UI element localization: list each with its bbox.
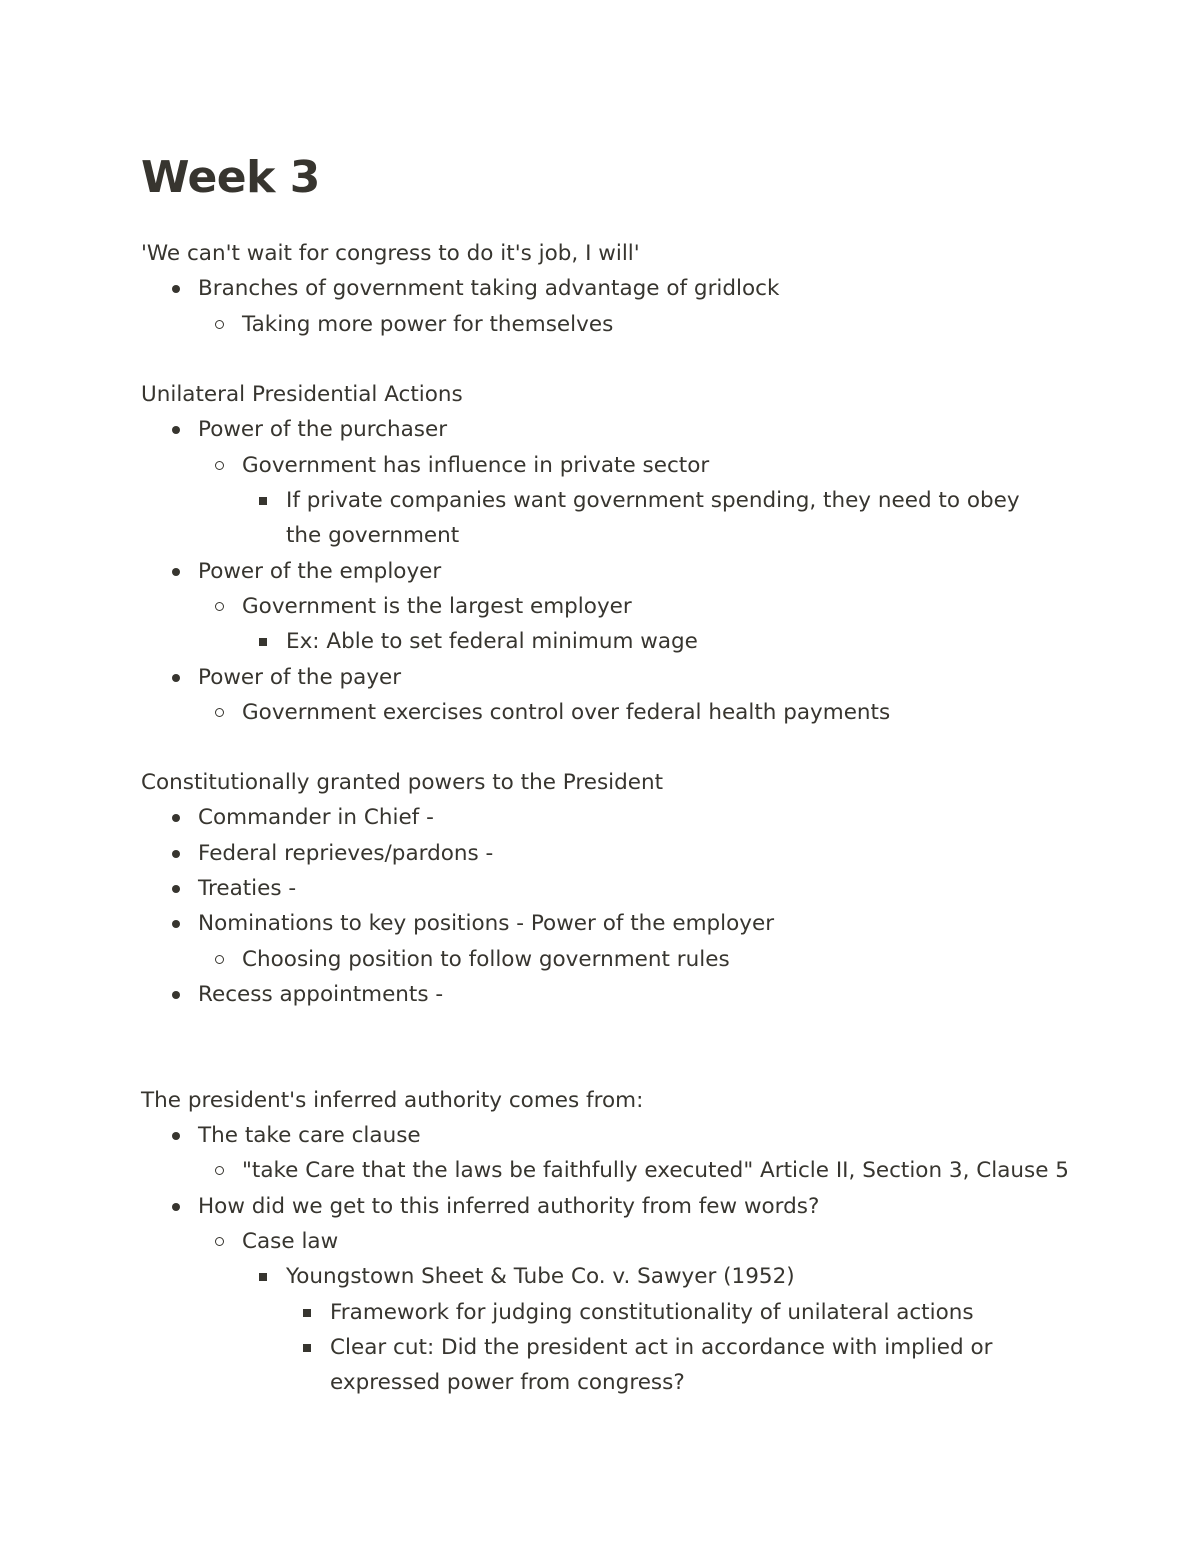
list-item: "take Care that the laws be faithfully executed" Article II, Section 3, Clause 5 [242, 1153, 1069, 1188]
list-item: Choosing position to follow government rules [242, 942, 730, 977]
bullet-circle-icon [215, 1166, 224, 1175]
bullet-square-icon [259, 1273, 267, 1281]
bullet-disc-icon [172, 1203, 180, 1211]
bullet-disc-icon [172, 885, 180, 893]
list-item: Power of the payer [198, 660, 401, 695]
bullet-circle-icon [215, 320, 224, 329]
section-heading: The president's inferred authority comes from: [141, 1088, 644, 1113]
section-heading: 'We can't wait for congress to do it's job, I will' [141, 241, 640, 266]
list-item: Branches of government taking advantage of gridlock [198, 271, 779, 306]
list-item: Power of the purchaser [198, 412, 447, 447]
bullet-square-icon [303, 1309, 311, 1317]
list-item: Taking more power for themselves [242, 307, 613, 342]
list-item: How did we get to this inferred authority from few words? [198, 1189, 819, 1224]
list-item: Ex: Able to set federal minimum wage [286, 624, 698, 659]
list-item: Government exercises control over federal health payments [242, 695, 890, 730]
list-item: Clear cut: Did the president act in accordance with implied or expressed power from congress? [330, 1330, 1030, 1401]
bullet-disc-icon [172, 920, 180, 928]
bullet-disc-icon [172, 991, 180, 999]
bullet-square-icon [259, 497, 267, 505]
section-heading: Unilateral Presidential Actions [141, 382, 463, 407]
list-item: Framework for judging constitutionality of unilateral actions [330, 1295, 974, 1330]
list-item: Youngstown Sheet & Tube Co. v. Sawyer (1952) [286, 1259, 795, 1294]
bullet-square-icon [259, 638, 267, 646]
bullet-circle-icon [215, 708, 224, 717]
bullet-disc-icon [172, 674, 180, 682]
bullet-circle-icon [215, 1237, 224, 1246]
bullet-disc-icon [172, 285, 180, 293]
bullet-disc-icon [172, 814, 180, 822]
list-item: The take care clause [198, 1118, 421, 1153]
page-title: Week 3 [141, 152, 320, 203]
list-item: Nominations to key positions - Power of the employer [198, 906, 774, 941]
bullet-circle-icon [215, 602, 224, 611]
bullet-circle-icon [215, 955, 224, 964]
section-heading: Constitutionally granted powers to the President [141, 770, 664, 795]
list-item: Government is the largest employer [242, 589, 632, 624]
bullet-square-icon [303, 1344, 311, 1352]
list-item: Federal reprieves/pardons - [198, 836, 493, 871]
list-item: Power of the employer [198, 554, 441, 589]
list-item: Commander in Chief - [198, 800, 434, 835]
list-item: Recess appointments - [198, 977, 443, 1012]
bullet-disc-icon [172, 426, 180, 434]
bullet-disc-icon [172, 568, 180, 576]
list-item: Government has influence in private sector [242, 448, 709, 483]
list-item: Case law [242, 1224, 338, 1259]
bullet-circle-icon [215, 461, 224, 470]
list-item: If private companies want government spending, they need to obey the government [286, 483, 1046, 554]
bullet-disc-icon [172, 850, 180, 858]
list-item: Treaties - [198, 871, 296, 906]
bullet-disc-icon [172, 1132, 180, 1140]
